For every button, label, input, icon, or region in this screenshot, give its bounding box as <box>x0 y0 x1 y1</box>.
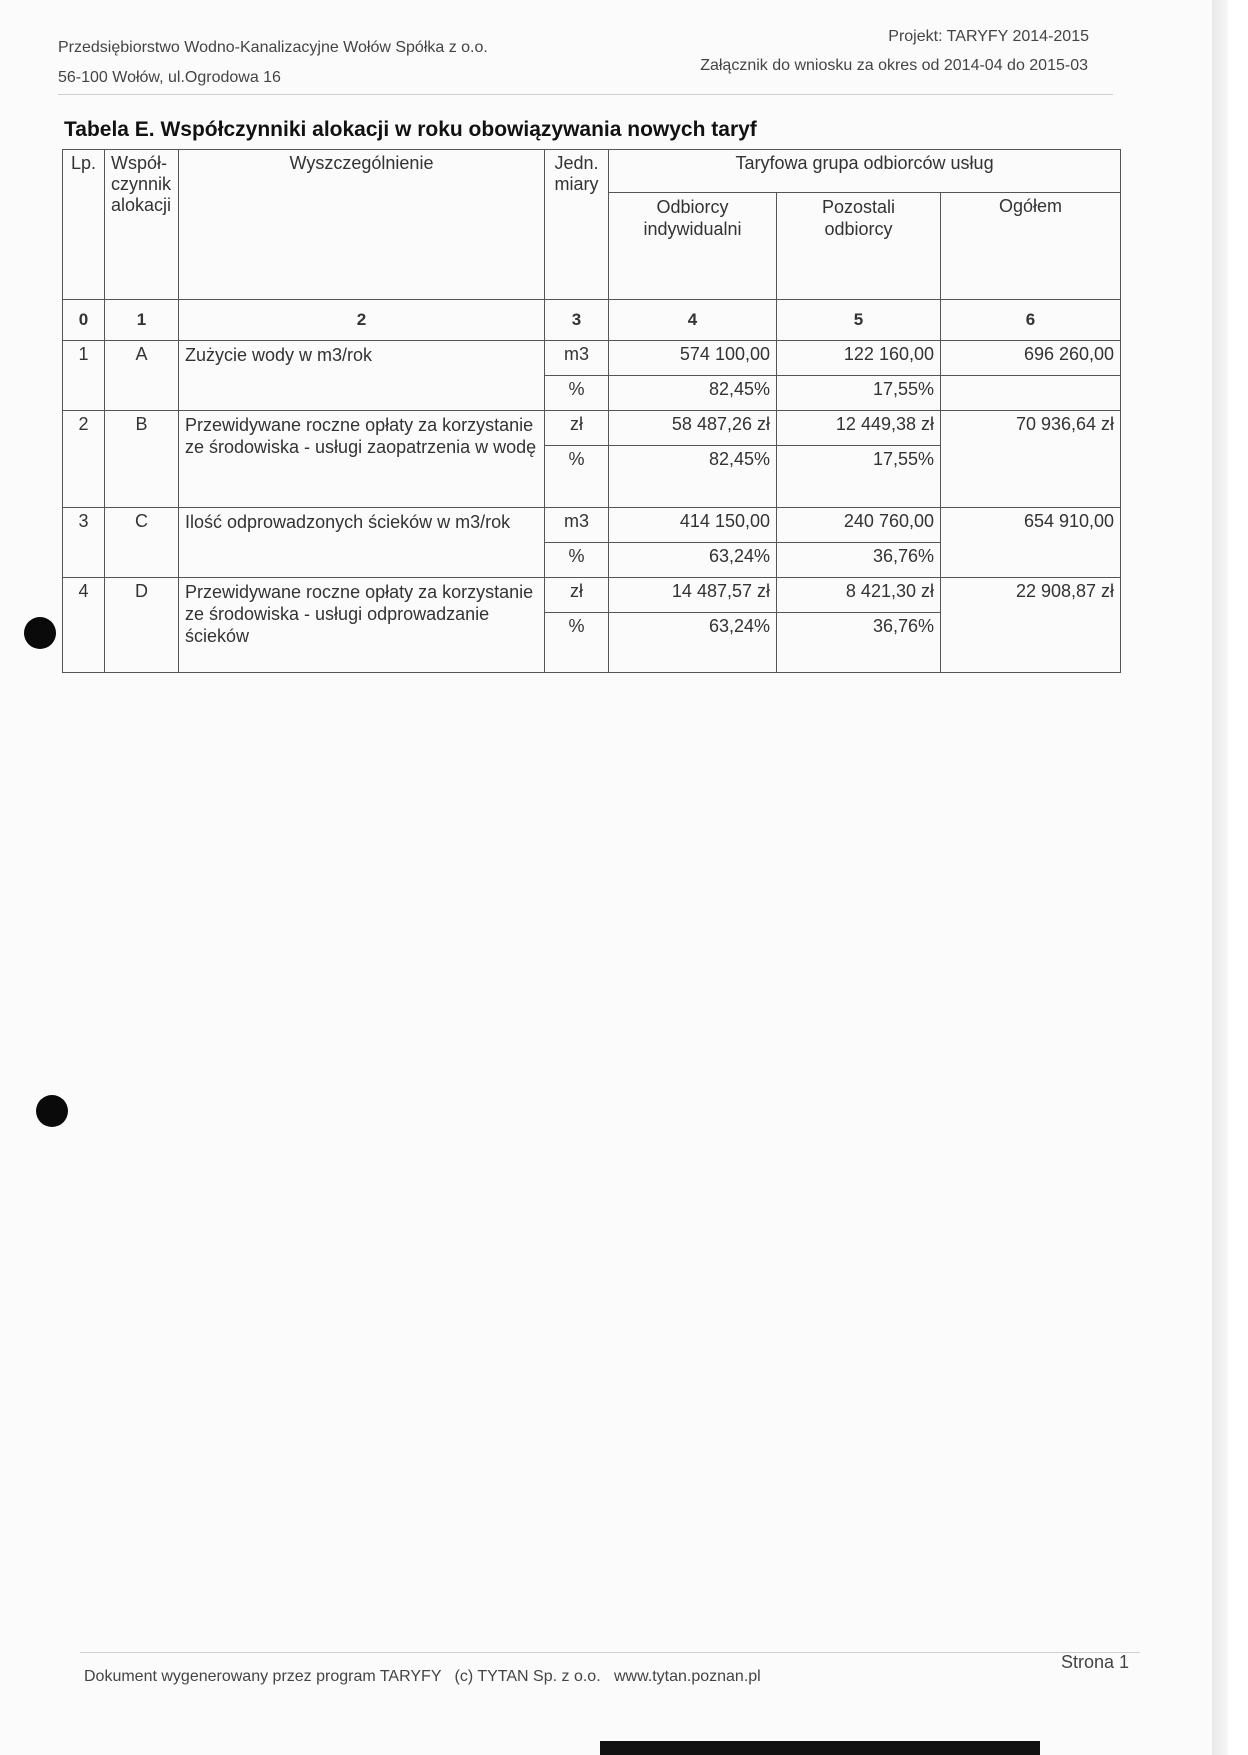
column-number: 3 <box>545 300 609 341</box>
row-unit: m3 <box>545 341 609 376</box>
row-coef: C <box>105 508 179 578</box>
column-number: 5 <box>777 300 941 341</box>
row-other: 8 421,30 zł <box>777 578 941 613</box>
column-number: 1 <box>105 300 179 341</box>
row-individual-percent: 63,24% <box>609 613 777 673</box>
attachment-period: Załącznik do wniosku za okres od 2014-04 do 2015-03 <box>700 57 1088 74</box>
row-other-percent: 36,76% <box>777 543 941 578</box>
row-lp: 3 <box>63 508 105 578</box>
row-unit: zł <box>545 411 609 446</box>
company-address: 56-100 Wołów, ul.Ogrodowa 16 <box>58 69 281 86</box>
row-individual: 574 100,00 <box>609 341 777 376</box>
column-number: 2 <box>179 300 545 341</box>
row-coef: A <box>105 341 179 411</box>
row-coef: D <box>105 578 179 673</box>
row-other-percent: 17,55% <box>777 446 941 508</box>
row-desc: Przewidywane roczne opłaty za korzystanie ze środowiska - usługi zaopatrzenia w wodę <box>179 411 545 508</box>
row-other-percent: 17,55% <box>777 376 941 411</box>
row-individual-percent: 82,45% <box>609 376 777 411</box>
row-unit-percent: % <box>545 543 609 578</box>
row-coef: B <box>105 411 179 508</box>
header-total: Ogółem <box>941 193 1121 300</box>
header-individual: Odbiorcy indywidualni <box>609 193 777 300</box>
row-other: 12 449,38 zł <box>777 411 941 446</box>
punch-hole-mark <box>24 617 56 649</box>
table-row <box>63 341 1121 376</box>
row-other-percent: 36,76% <box>777 613 941 673</box>
company-name: Przedsiębiorstwo Wodno-Kanalizacyjne Wołów Spółka z o.o. <box>58 39 488 56</box>
row-individual-percent: 82,45% <box>609 446 777 508</box>
row-desc: Zużycie wody w m3/rok <box>179 341 545 411</box>
row-lp: 1 <box>63 341 105 411</box>
project-label: Projekt: TARYFY 2014-2015 <box>888 28 1089 45</box>
row-unit-percent: % <box>545 613 609 673</box>
row-unit-percent: % <box>545 376 609 411</box>
header-coef: Współ- czynnik alokacji <box>105 150 179 300</box>
page-title: Tabela E. Współczynniki alokacji w roku obowiązywania nowych taryf <box>64 118 757 141</box>
row-lp: 4 <box>63 578 105 673</box>
row-total: 654 910,00 <box>941 508 1121 578</box>
row-individual-percent: 63,24% <box>609 543 777 578</box>
header-desc: Wyszczególnienie <box>179 150 545 300</box>
row-total: 22 908,87 zł <box>941 578 1121 673</box>
row-total-empty <box>941 376 1121 411</box>
header-divider <box>58 94 1113 95</box>
row-other: 122 160,00 <box>777 341 941 376</box>
header-group: Taryfowa grupa odbiorców usług <box>609 150 1121 193</box>
page-number: Strona 1 <box>1061 1652 1130 1672</box>
footer-divider <box>80 1652 1140 1653</box>
punch-hole-mark <box>36 1095 68 1127</box>
row-total: 70 936,64 zł <box>941 411 1121 508</box>
row-lp: 2 <box>63 411 105 508</box>
row-unit: m3 <box>545 508 609 543</box>
page-edge-shadow <box>1212 0 1228 1755</box>
row-individual: 58 487,26 zł <box>609 411 777 446</box>
allocation-table <box>62 149 1121 673</box>
footer-generated: Dokument wygenerowany przez program TARYFY (c) TYTAN Sp. z o.o. www.tytan.poznan.pl <box>84 1668 761 1685</box>
row-individual: 414 150,00 <box>609 508 777 543</box>
column-number: 4 <box>609 300 777 341</box>
row-individual: 14 487,57 zł <box>609 578 777 613</box>
row-desc: Ilość odprowadzonych ścieków w m3/rok <box>179 508 545 578</box>
column-number: 0 <box>63 300 105 341</box>
scan-bottom-edge <box>600 1741 1040 1755</box>
header-other: Pozostali odbiorcy <box>777 193 941 300</box>
row-desc: Przewidywane roczne opłaty za korzystanie ze środowiska - usługi odprowadzanie ścieków <box>179 578 545 673</box>
row-unit: zł <box>545 578 609 613</box>
row-other: 240 760,00 <box>777 508 941 543</box>
table-row <box>63 411 1121 446</box>
row-total: 696 260,00 <box>941 341 1121 376</box>
column-number: 6 <box>941 300 1121 341</box>
table-row <box>63 578 1121 613</box>
header-unit: Jedn. miary <box>545 150 609 300</box>
row-unit-percent: % <box>545 446 609 508</box>
table-row <box>63 508 1121 543</box>
header-lp: Lp. <box>63 150 105 300</box>
